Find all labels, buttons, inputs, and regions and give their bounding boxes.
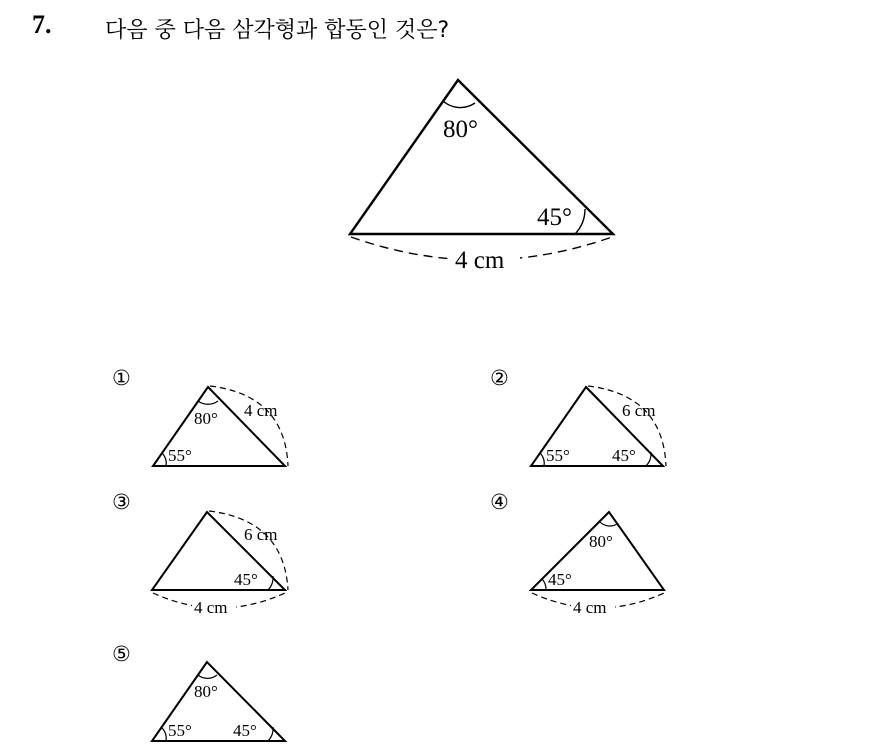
choice-3-right-angle: 45° xyxy=(234,570,258,589)
choice-3-marker[interactable]: ③ xyxy=(112,490,131,514)
choice-3-side-length: 6 cm xyxy=(244,525,278,544)
choice-1-marker[interactable]: ① xyxy=(112,366,131,390)
question-number: 7. xyxy=(32,10,52,39)
choice-1-dashed-side xyxy=(210,386,288,466)
main-triangle xyxy=(350,80,613,260)
choice-2-left-angle: 55° xyxy=(546,446,570,465)
question-text: 다음 중 다음 삼각형과 합동인 것은? xyxy=(105,18,450,43)
choice-5-arc-top xyxy=(198,675,217,678)
choice-5-arc-left xyxy=(162,728,166,741)
choice-4-left-angle: 45° xyxy=(548,570,572,589)
main-angle-arc-right xyxy=(575,209,585,234)
choice-1-left-angle: 55° xyxy=(168,446,192,465)
choice-1-side-length: 4 cm xyxy=(244,401,278,420)
choice-1-arc-left xyxy=(162,453,166,466)
main-base-length-label: 4 cm xyxy=(455,247,505,274)
main-top-angle-label: 80° xyxy=(443,116,478,143)
main-right-angle-label: 45° xyxy=(537,204,572,231)
choice-1-top-angle: 80° xyxy=(194,409,218,428)
choice-4-top-angle: 80° xyxy=(589,532,613,551)
choice-3-base-length: 4 cm xyxy=(194,598,228,617)
choice-3-triangle xyxy=(152,512,285,590)
choice-2-right-angle: 45° xyxy=(612,446,636,465)
choice-5-marker[interactable]: ⑤ xyxy=(112,642,131,666)
choice-2-arc-left xyxy=(540,453,544,466)
choice-1-arc-top xyxy=(198,401,218,404)
choice-4-base-length: 4 cm xyxy=(573,598,607,617)
choice-2-marker[interactable]: ② xyxy=(490,366,509,390)
main-angle-arc-top xyxy=(443,101,475,108)
choice-4-marker[interactable]: ④ xyxy=(490,490,509,514)
main-triangle-outline xyxy=(350,80,613,234)
choice-4-arc-top xyxy=(600,522,617,526)
choice-2-side-length: 6 cm xyxy=(622,401,656,420)
choice-5-right-angle: 45° xyxy=(233,721,257,740)
choice-5-top-angle: 80° xyxy=(194,682,218,701)
choice-4-figure[interactable] xyxy=(531,512,664,608)
choice-5-left-angle: 55° xyxy=(168,721,192,740)
choice-4-arc-left xyxy=(542,579,546,590)
